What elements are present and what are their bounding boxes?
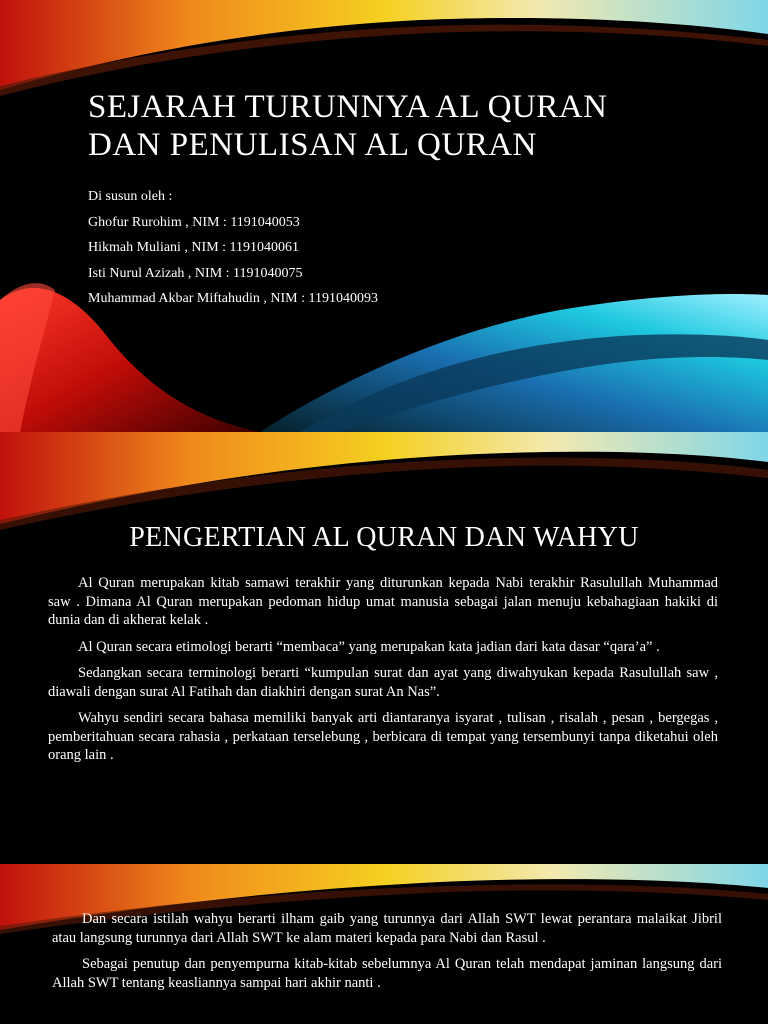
content-slide-wahyu	[0, 864, 768, 1024]
paragraph: Sebagai penutup dan penyempurna kitab-kitab sebelumnya Al Quran telah mendapat jaminan langsung dari Allah SWT tentang keasliannya sampai hari akhir nanti .	[52, 956, 722, 991]
slide-body	[52, 910, 722, 1000]
author-heading: Di susun oleh :	[88, 189, 173, 204]
author-item: Ghofur Rurohim , NIM : 1191040053	[88, 214, 300, 230]
slide-body	[48, 574, 718, 773]
paragraph: Wahyu sendiri secara bahasa memiliki banyak arti diantaranya isyarat , tulisan , risalah , pesan , bergegas , pemberitahuan secara rahasia , perkataan terselebung , berbicara di tempat yang tersembunyi tanpa diketahui oleh orang lain .	[48, 710, 718, 763]
presentation-title	[88, 88, 728, 164]
author-list	[88, 184, 378, 312]
paragraph: Sedangkan secara terminologi berarti “kumpulan surat dan ayat yang diwahyukan kepada Rasulullah saw , diawali dengan surat Al Fatihah dan diakhiri dengan surat An Nas”.	[48, 665, 718, 700]
author-item: Hikmah Muliani , NIM : 1191040061	[88, 240, 300, 255]
author-item: Muhammad Akbar Miftahudin , NIM : 1191040093	[88, 291, 378, 306]
title-slide	[0, 0, 768, 432]
paragraph: Dan secara istilah wahyu berarti ilham gaib yang turunnya dari Allah SWT lewat perantara malaikat Jibril atau langsung turunnya dari Allah SWT ke alam materi kepada para Nabi dan Rasul .	[52, 911, 722, 946]
content-slide-definition	[0, 432, 768, 864]
title-line-1: SEJARAH TURUNNYA AL QURAN	[88, 89, 608, 125]
paragraph: Al Quran secara etimologi berarti “membaca” yang merupakan kata jadian dari kata dasar “qara’a” .	[78, 638, 660, 655]
paragraph: Al Quran merupakan kitab samawi terakhir yang diturunkan kepada Nabi terakhir Rasulullah Muhammad saw . Dimana Al Quran merupakan pedoman hidup umat manusia sebagai jalan menuju kebahagiaan hakiki di dunia dan di akherat kelak .	[48, 575, 718, 628]
slide-title: PENGERTIAN AL QURAN DAN WAHYU	[129, 522, 639, 553]
title-line-2: DAN PENULISAN AL QURAN	[88, 127, 537, 163]
author-item: Isti Nurul Azizah , NIM : 1191040075	[88, 265, 303, 281]
